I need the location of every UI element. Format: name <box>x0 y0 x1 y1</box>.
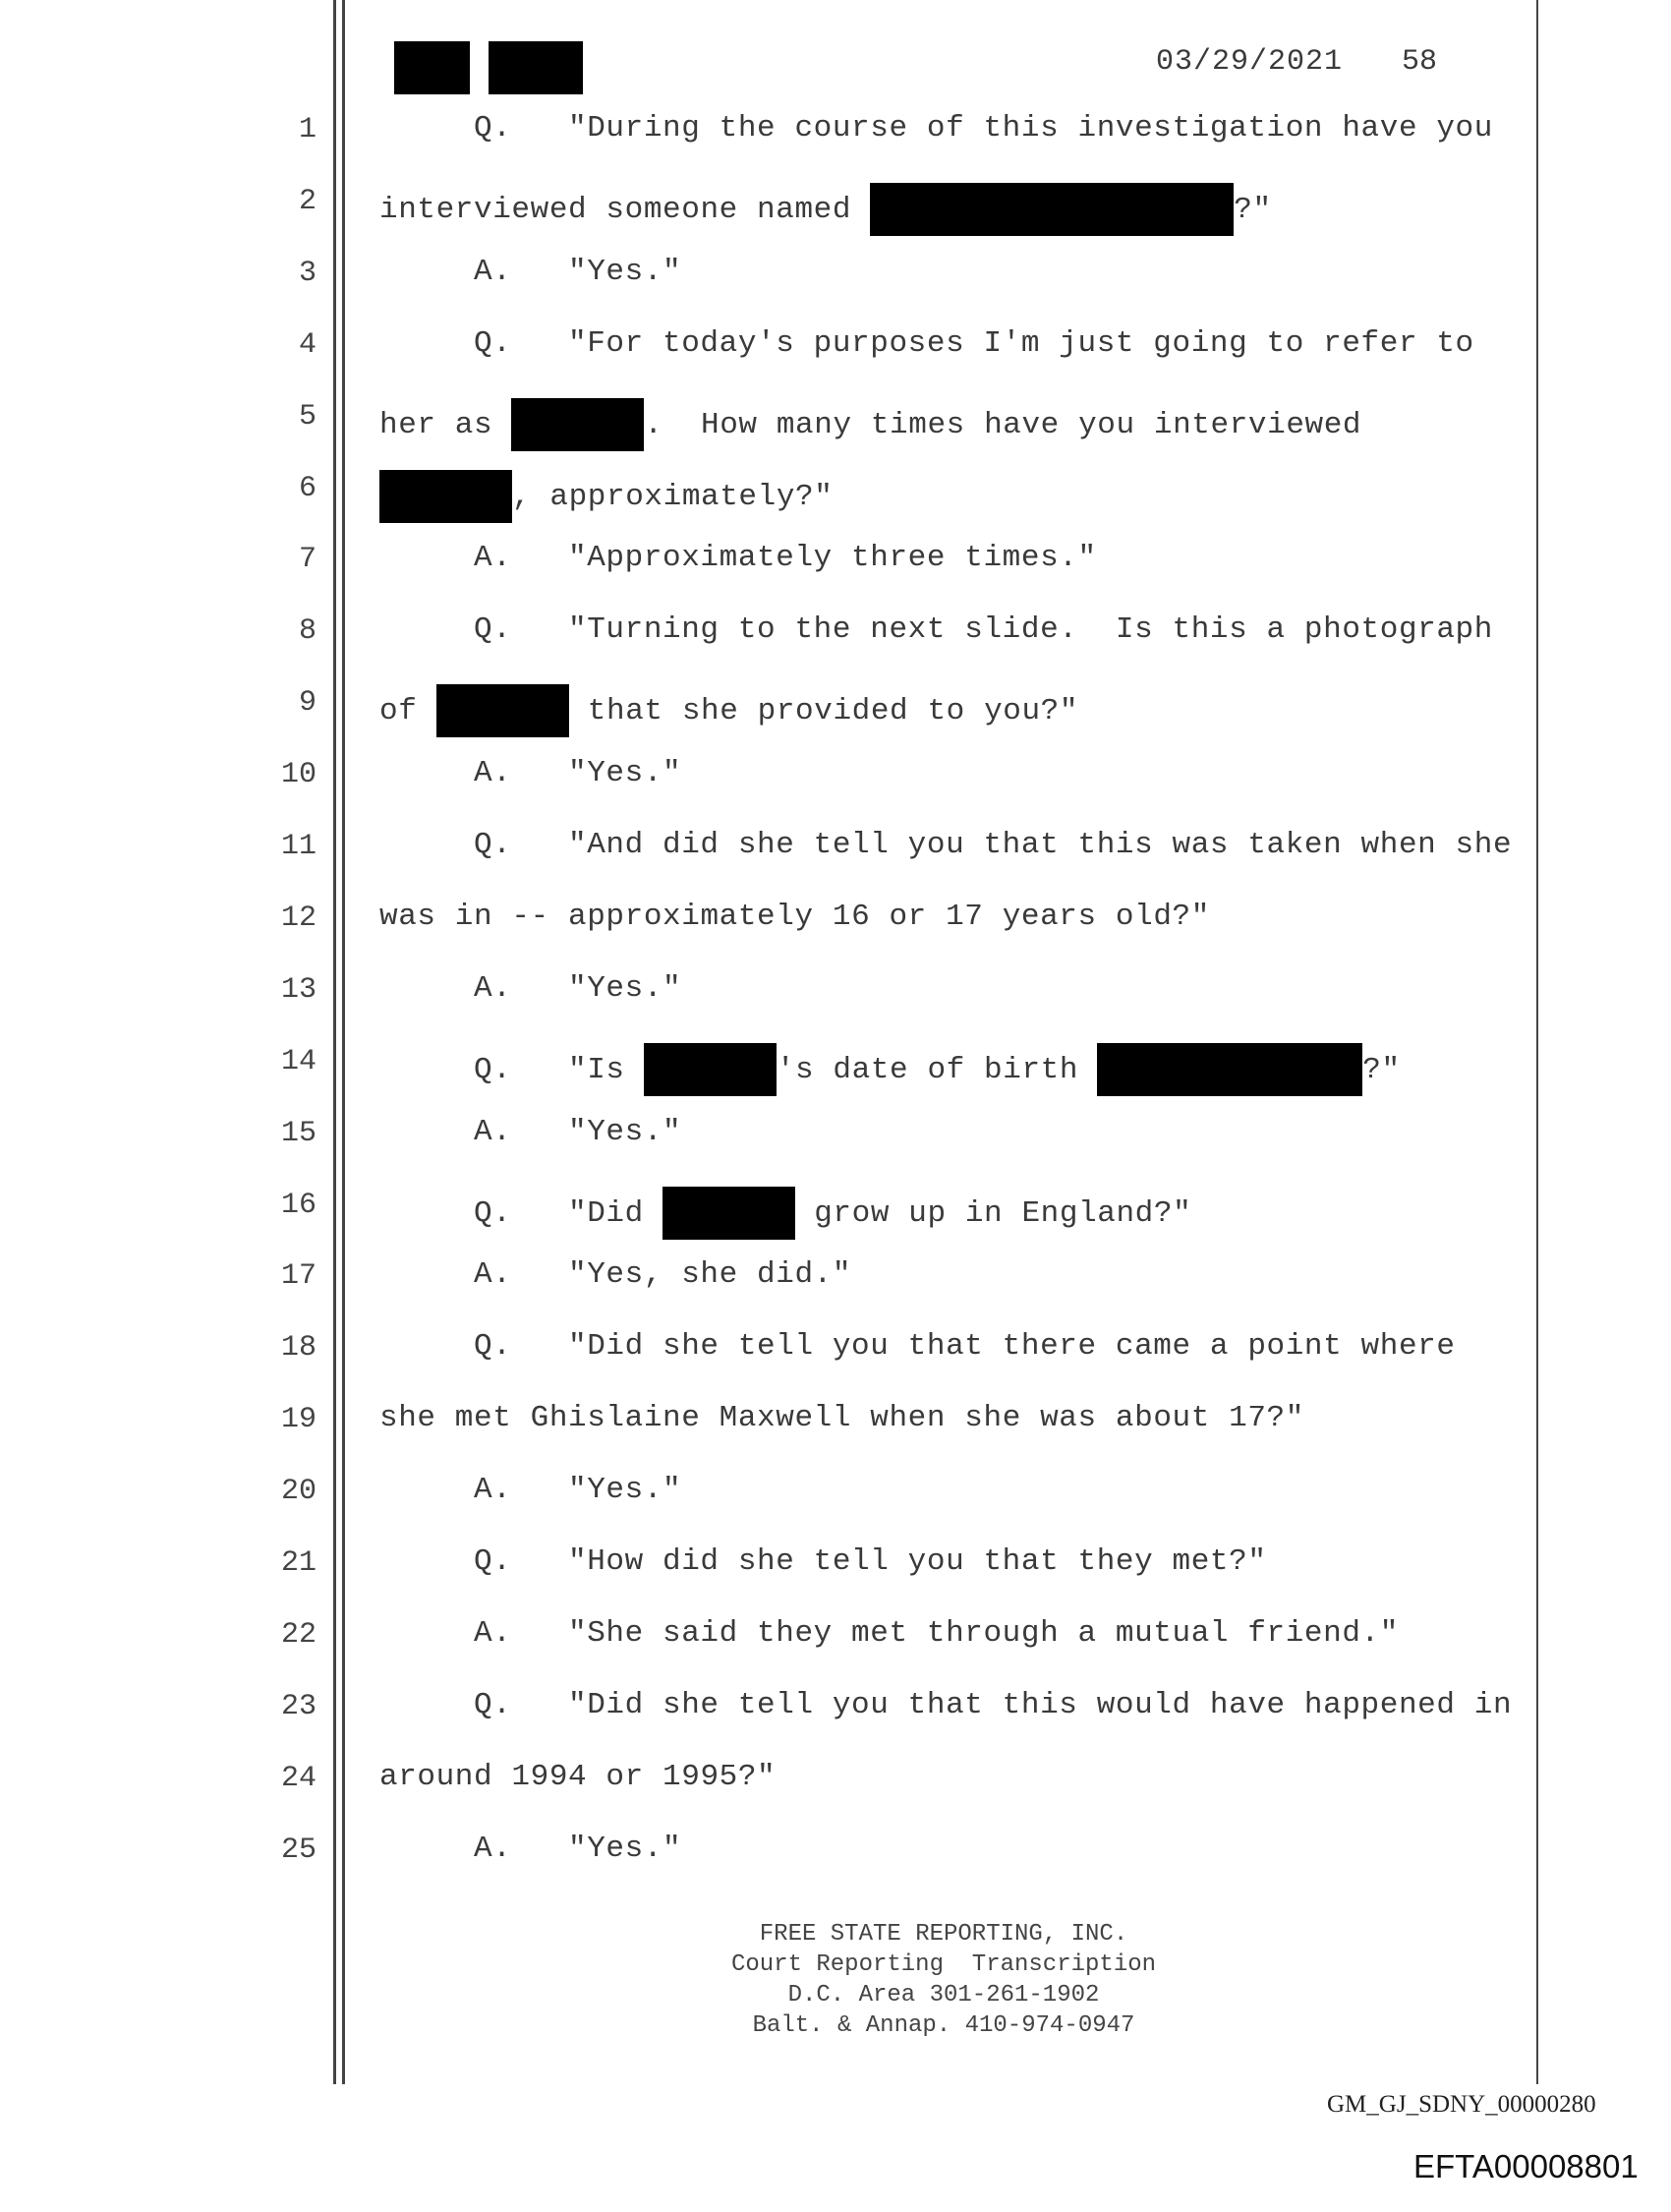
line-text: she met Ghislaine Maxwell when she was about 17?" <box>379 1401 1304 1436</box>
transcript-line <box>474 541 1097 575</box>
reporter-dc-phone: D.C. Area 301-261-1902 <box>787 1982 1100 2008</box>
line-text: A. "Yes." <box>474 1114 682 1149</box>
transcript-line <box>474 1832 681 1866</box>
line-text: A. "Yes, she did." <box>474 1257 852 1293</box>
line-text: Q. "Turning to the next slide. Is this a photograph <box>474 612 1493 648</box>
line-text: Q. "And did she tell you that this was taken when she <box>474 828 1513 862</box>
redaction-box <box>644 1043 777 1096</box>
line-number: 9 <box>298 686 317 721</box>
transcript-page-number: 58 <box>1402 45 1438 79</box>
line-number: 20 <box>280 1475 317 1509</box>
line-number: 21 <box>280 1546 317 1580</box>
transcript-line <box>474 1257 851 1292</box>
line-text: A. "Approximately three times." <box>474 541 1097 576</box>
line-number: 16 <box>280 1188 317 1222</box>
transcript-line <box>474 756 681 790</box>
line-text: Q. "How did she tell you that they met?" <box>474 1544 1267 1579</box>
line-text: A. "Yes." <box>474 756 682 791</box>
line-text: interviewed someone named <box>379 193 871 228</box>
line-number: 14 <box>280 1044 317 1078</box>
bates-number: GM_GJ_SDNY_00000280 <box>1327 2091 1596 2118</box>
reporter-company: FREE STATE REPORTING, INC. <box>759 1921 1128 1948</box>
line-number: 5 <box>298 399 317 434</box>
line-text: grow up in England?" <box>795 1195 1192 1231</box>
line-text: Q. "During the course of this investigation have you <box>474 111 1493 146</box>
line-text: Q. "Did <box>474 1195 663 1231</box>
line-number: 24 <box>280 1761 317 1795</box>
redaction-box <box>1097 1043 1362 1096</box>
reporter-services: Court Reporting Transcription <box>730 1951 1157 1978</box>
line-text: that she provided to you?" <box>568 694 1079 729</box>
line-number: 4 <box>298 327 317 362</box>
line-text: Q. "Did she tell you that there came a point where <box>474 1329 1456 1365</box>
right-margin-rule <box>1536 0 1538 2084</box>
transcript-line <box>379 398 1361 451</box>
line-number: 22 <box>280 1617 317 1652</box>
transcript-line <box>474 111 1493 146</box>
line-text: around 1994 or 1995?" <box>379 1759 777 1794</box>
line-number: 10 <box>280 758 317 792</box>
line-text: ?" <box>1234 193 1272 228</box>
line-number: 13 <box>280 972 317 1007</box>
transcript-line <box>474 971 681 1006</box>
redaction-box <box>436 684 569 737</box>
line-number: 17 <box>280 1259 317 1294</box>
line-number: 1 <box>298 113 317 146</box>
transcript-line <box>379 183 1272 236</box>
left-margin-rule-inner <box>342 0 345 2084</box>
transcript-line <box>474 612 1493 647</box>
line-number: 8 <box>298 614 317 649</box>
line-number: 18 <box>280 1331 317 1366</box>
efta-number: EFTA00008801 <box>1413 2148 1639 2184</box>
line-number: 19 <box>280 1403 317 1437</box>
transcript-line <box>379 900 1210 934</box>
transcript-line <box>474 1115 681 1149</box>
transcript-line <box>474 1329 1456 1364</box>
transcript-line <box>474 1187 1191 1240</box>
header-redaction-1 <box>394 41 470 94</box>
line-number: 11 <box>280 830 317 863</box>
line-text: Q. "For today's purposes I'm just going to refer to <box>474 325 1474 361</box>
transcript-line <box>379 684 1078 737</box>
transcript-line <box>474 1688 1512 1722</box>
line-number: 23 <box>280 1689 317 1723</box>
transcript-line <box>474 1544 1267 1579</box>
line-text: was in -- approximately 16 or 17 years old?" <box>379 899 1210 934</box>
line-text: ?" <box>1362 1052 1401 1087</box>
line-number: 7 <box>298 543 317 577</box>
line-number: 25 <box>280 1833 317 1867</box>
redaction-box <box>663 1187 795 1240</box>
line-text: A. "She said they met through a mutual friend." <box>474 1615 1399 1651</box>
line-text: A. "Yes." <box>474 970 682 1006</box>
line-number: 3 <box>298 256 317 290</box>
transcript-line <box>474 326 1474 361</box>
redaction-box <box>379 470 512 523</box>
left-margin-rule-outer <box>333 0 336 2084</box>
transcript-line <box>379 1760 776 1794</box>
redaction-box <box>511 398 644 451</box>
line-text: Q. "Did she tell you that this would have happened in <box>474 1687 1513 1722</box>
transcript-line <box>474 255 681 289</box>
line-text: A. "Yes." <box>474 1831 682 1866</box>
line-number: 15 <box>280 1116 317 1150</box>
reporter-balt-phone: Balt. & Annap. 410-974-0947 <box>752 2012 1135 2039</box>
transcript-date: 03/29/2021 <box>1156 45 1344 79</box>
line-text: , approximately?" <box>512 479 834 514</box>
transcript-line <box>379 1401 1304 1435</box>
reporter-footer <box>550 1919 1337 2041</box>
line-text: of <box>379 694 436 729</box>
transcript-line <box>474 1043 1401 1096</box>
line-text: . How many times have you interviewed <box>644 407 1362 442</box>
transcript-line <box>474 1473 681 1507</box>
line-text: 's date of birth <box>776 1052 1098 1087</box>
line-number: 6 <box>298 471 317 505</box>
line-text: A. "Yes." <box>474 1473 682 1508</box>
line-text: Q. "Is <box>474 1052 644 1087</box>
transcript-line <box>474 828 1512 862</box>
transcript-line <box>474 1616 1399 1651</box>
line-text: A. "Yes." <box>474 254 682 289</box>
transcript-line <box>379 470 833 523</box>
line-number: 2 <box>298 184 317 218</box>
line-text: her as <box>379 407 512 442</box>
header-redaction-2 <box>489 41 583 94</box>
redaction-box <box>870 183 1234 236</box>
line-number: 12 <box>280 901 317 935</box>
